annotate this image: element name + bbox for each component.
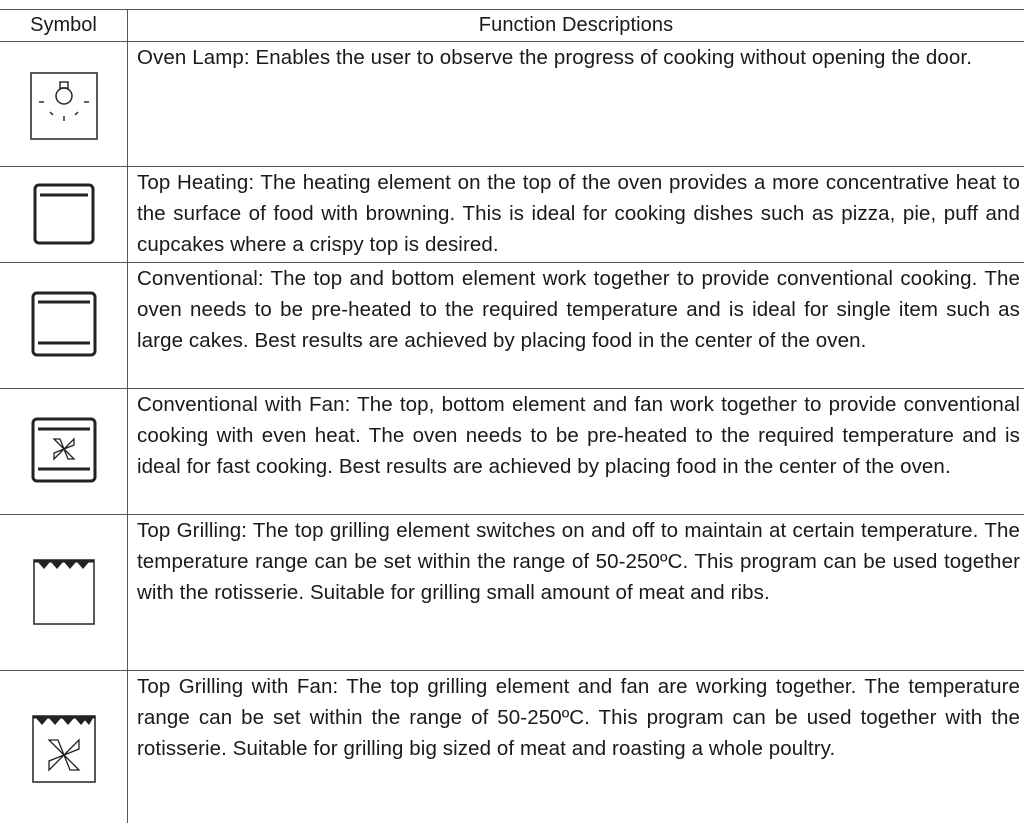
table-header-row (0, 9, 1024, 41)
top-heating-icon (33, 183, 95, 245)
oven-lamp-icon (30, 72, 98, 140)
function-description: Conventional: The top and bottom element work together to provide conventional cooking. The oven needs to be pre-heated to the required temperature and is ideal for single item such as large cakes. Best results are achieved by placing food in the center of the oven. (137, 267, 1020, 352)
table-row (0, 262, 1024, 388)
table-row (0, 41, 1024, 166)
function-description: Top Grilling with Fan: The top grilling element and fan are working together. The temperature range can be set within the range of 50-250ºC. This program can be used together with the rotisserie. Suitable for grilling big sized of meat and roasting a whole poultry. (137, 675, 1020, 760)
function-description: Top Grilling: The top grilling element switches on and off to maintain at certain temperature. The temperature range can be set within the range of 50-250ºC. This program can be used together with the rotisserie. Suitable for grilling small amount of meat and ribs. (137, 519, 1020, 604)
function-description: Conventional with Fan: The top, bottom element and fan work together to provide conventional cooking with even heat. The oven needs to be pre-heated to the required temperature and is ideal for fast cooking. Best results are achieved by placing food in the center of the oven. (137, 393, 1020, 478)
table-row (0, 388, 1024, 514)
conventional-icon (31, 291, 97, 357)
description-column-header: Function Descriptions (478, 14, 674, 36)
table-row (0, 166, 1024, 262)
top-grilling-icon (33, 559, 97, 627)
symbol-cell (0, 263, 128, 388)
symbol-cell (0, 671, 128, 823)
function-description: Oven Lamp: Enables the user to observe the progress of cooking without opening the door. (137, 46, 973, 69)
table-row (0, 670, 1024, 823)
symbol-cell (0, 389, 128, 514)
top-grilling-fan-icon (31, 715, 97, 783)
symbol-cell (0, 42, 128, 166)
symbol-column-header: Symbol (0, 10, 128, 41)
symbol-cell (0, 515, 128, 670)
conventional-fan-icon (31, 417, 97, 483)
table-row (0, 514, 1024, 670)
function-description: Top Heating: The heating element on the top of the oven provides a more concentrative heat to the surface of food with browning. This is ideal for cooking dishes such as pizza, pie, puff and cupcakes where a crispy top is desired. (137, 171, 1020, 256)
symbol-cell (0, 167, 128, 262)
